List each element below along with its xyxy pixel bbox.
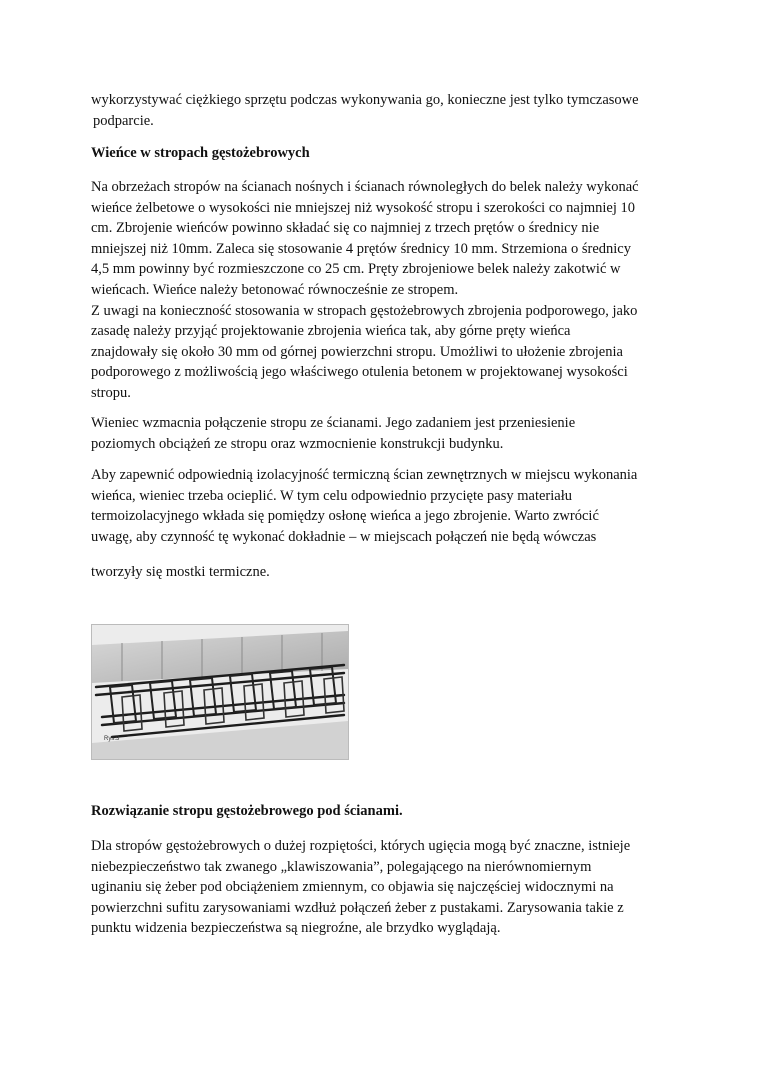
text-line: niebezpieczeństwo tak zwanego „klawiszowania”, polegającego na nierównomiernym [91,858,592,875]
text-line: mniejszej niż 10mm. Zaleca się stosowanie 4 prętów średnicy 10 mm. Strzemiona o średnicy [91,240,631,257]
text-line: wieńce żelbetowe o wysokości nie mniejszej niż wysokość stropu i szerokości co najmniej 10 [91,199,636,216]
text-line: wieńcach. Wieńce należy betonować równocześnie ze stropem. [91,281,459,298]
paragraph-mostki [91,562,677,583]
text-line: stropu. [91,384,131,401]
text-line: wieńca, wieniec trzeba ocieplić. W tym celu odpowiednio przycięte pasy materiału [91,487,572,504]
text-line: podparcie. [93,112,154,129]
text-line: Dla stropów gęstożebrowych o dużej rozpiętości, których ugięcia mogą być znaczne, istnieje [91,838,631,854]
text-line: cm. Zbrojenie wieńców powinno składać się co najmniej z trzech prętów o średnicy nie [91,220,600,237]
text-line: punktu widzenia bezpieczeństwa są niegroźne, ale brzydko wyglądają. [91,920,501,937]
paragraph-klawiszowanie [91,836,677,939]
intro-paragraph [91,90,677,131]
text-line: tworzyły się mostki termiczne. [91,564,270,580]
rebar-cage-illustration [92,625,348,759]
text-line: Z uwagi na konieczność stosowania w stropach gęstożebrowych zbrojenia podporowego, jako [91,302,638,319]
text-line: Na obrzeżach stropów na ścianach nośnych i ścianach równoległych do belek należy wykonać [91,179,639,195]
paragraph-wience [91,177,677,404]
figure-caption: Rys.3 [104,736,120,742]
paragraph-wieniec [91,413,677,454]
text-line: zasadę należy przyjąć projektowanie zbrojenia wieńca tak, aby górne pręty wieńca [91,323,571,340]
text-line: Wieniec wzmacnia połączenie stropu ze ścianami. Jego zadaniem jest przeniesienie [91,415,576,431]
text-line: powierzchni sufitu zarysowaniami wzdłuż połączeń żeber z pustakami. Zarysowania takie z [91,899,624,916]
section-heading: Wieńce w stropach gęstożebrowych [91,145,310,161]
text-line: uginaniu się żeber pod obciążeniem zmiennym, co objawia się najczęściej widocznymi na [91,879,614,896]
text-line: wykorzystywać ciężkiego sprzętu podczas wykonywania go, konieczne jest tylko tymczasowe [91,92,639,108]
text-line: uwagę, aby czynność tę wykonać dokładnie – w miejscach połączeń nie będą wówczas [91,528,597,545]
text-line: znajdowały się około 30 mm od górnej powierzchni stropu. Umożliwi to ułożenie zbrojenia [91,343,623,360]
text-line: termoizolacyjnego wkłada się pomiędzy osłonę wieńca a jego zbrojenie. Warto zwrócić [91,508,599,525]
text-line: 4,5 mm powinny być rozmieszczone co 25 cm. Pręty zbrojeniowe belek należy zakotwić w [91,261,621,278]
paragraph-izolacja [91,465,677,547]
text-line: Aby zapewnić odpowiednią izolacyjność termiczną ścian zewnętrznych w miejscu wykonania [91,467,638,483]
text-line: podporowego z możliwością jego właściwego otulenia betonem w projektowanej wysokości [91,364,628,381]
section-heading: Rozwiązanie stropu gęstożebrowego pod ścianami. [91,803,403,819]
text-line: poziomych obciążeń ze stropu oraz wzmocnienie konstrukcji budynku. [91,435,504,452]
reinforcement-figure [91,624,349,760]
